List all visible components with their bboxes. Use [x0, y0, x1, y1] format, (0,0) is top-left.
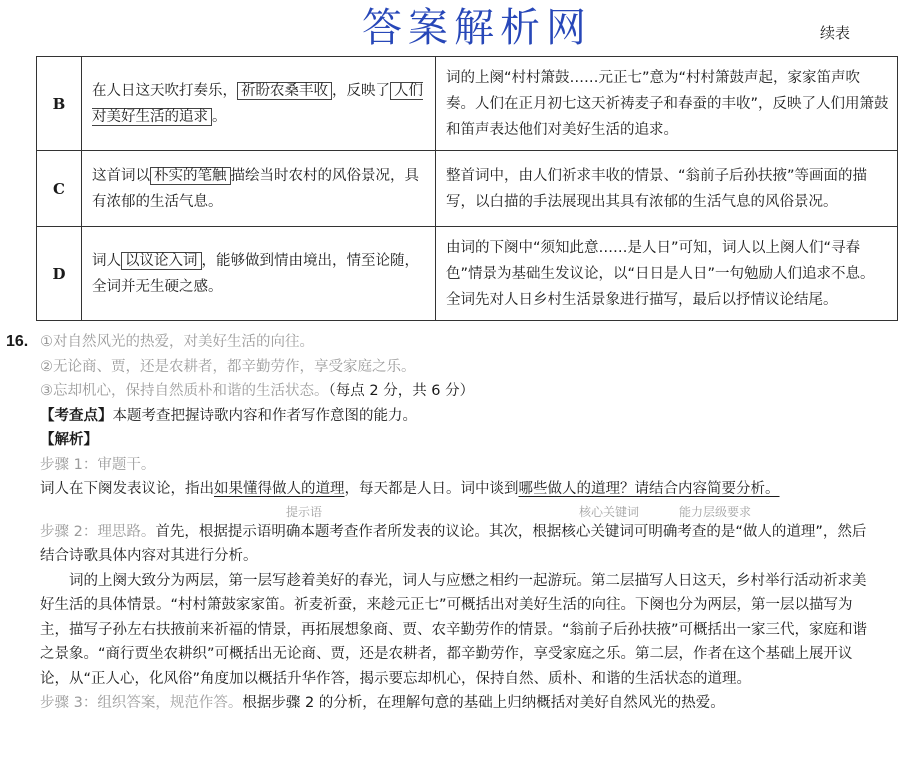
score-note: （每点 2 分，共 6 分）	[328, 383, 475, 399]
stem-text: 词人在下阕发表议论，指出	[40, 481, 214, 497]
options-table	[36, 56, 898, 321]
statement-text: ，反映了	[332, 82, 390, 99]
tag-keyword: 核心关键词	[579, 504, 640, 519]
key-phrase-box: 人们对美好生活的追求	[92, 82, 423, 125]
statement-text: 在人日这天吹打奏乐，	[92, 82, 237, 99]
option-statement	[82, 151, 436, 227]
kaochadian-label: 【考查点】	[40, 407, 113, 424]
analysis-paragraph: 词的上阕大致分为两层，第一层写趁着美好的春光，词人与应懋之相约一起游玩。第二层描写人日这天，乡村举行活动祈求美好生活的具体情景。“村村箫鼓家家笛。祈麦祈蚕，来趁元正七”可概括出对美好生活的向往。下阕也分为两层，第一层以描写为主，描写子孙左右扶掖前来祈福的情景，再拓展想象商、贾、农辛勤劳作的情景。“翁前子后孙扶掖”可概括出一家三代，家庭和谐之景象。“商行贾坐农耕织”可概括出无论商、贾，还是农耕者，都辛勤劳作，享受家庭之乐。第二层，作者在这个基础上展开议论，从“正人心，化风俗”角度加以概括升华作答，揭示要忘却机心，保持自然、质朴、和谐的生活状态的道理。	[40, 572, 868, 687]
table-row	[37, 151, 898, 227]
tag-level: 能力层级要求	[679, 504, 752, 519]
kaochadian-text: 本题考查把握诗歌内容和作者写作意图的能力。	[112, 407, 417, 424]
option-statement	[82, 57, 436, 151]
answer-point-text: ①对自然风光的热爱，对美好生活的向往。	[40, 334, 314, 350]
statement-text: 这首词以	[92, 167, 150, 184]
option-explanation: 词的上阕“村村箫鼓……元正七”意为“村村箫鼓声起，家家笛声吹奏。人们在正月初七这天祈祷麦子和春蚕的丰收”，反映了人们用箫鼓和笛声表达他们对美好生活的追求。	[436, 57, 898, 151]
step2-label: 步骤 2：理思路。	[40, 523, 156, 540]
statement-text: 词人	[92, 252, 121, 269]
stem-text: ，每天都是人日。词中谈到	[344, 481, 519, 497]
table-row	[37, 227, 898, 321]
watermark-title: 答案解析网	[362, 5, 592, 51]
option-explanation: 整首词中，由人们祈求丰收的情景、“翁前子后孙扶掖”等画面的描写，以白描的手法展现出其具有浓郁的生活气息的风俗景况。	[436, 151, 898, 227]
option-letter: C	[37, 151, 82, 227]
kaochadian-line	[0, 404, 900, 429]
step1-label: 步骤 1：审题干。	[40, 456, 156, 473]
tag-hint: 提示语	[286, 504, 323, 519]
jiexi-label: 【解析】	[40, 432, 98, 448]
answer-section	[0, 330, 900, 716]
statement-text: ，能够做到情由境出，情至论随，全词并无生硬之感。	[92, 252, 419, 295]
step3-text: 根据步骤 2 的分析，在理解句意的基础上归纳概括对美好自然风光的热爱。	[242, 695, 725, 711]
key-phrase-box: 祈盼农桑丰收	[237, 82, 332, 100]
option-statement	[82, 227, 436, 321]
continued-label: 续表	[820, 24, 851, 42]
answer-point	[0, 330, 900, 355]
keyword-phrase: 哪些做人的道理？	[518, 481, 635, 497]
answer-point	[0, 379, 900, 404]
requirement-phrase: 请结合内容简要分析。	[634, 481, 780, 497]
key-phrase-box: 以议论入词	[121, 252, 202, 270]
step3-label: 步骤 3：组织答案，规范作答。	[40, 695, 243, 711]
question-stem	[0, 477, 900, 502]
option-letter: D	[37, 227, 82, 321]
statement-text: 描绘当时农村的风俗景况，具有浓郁的生活气息。	[92, 167, 419, 210]
step2-text: 首先，根据提示语明确本题考查作者所发表的议论。其次，根据核心关键词可明确考查的是“做人的道理”，然后结合诗歌具体内容对其进行分析。	[40, 523, 867, 564]
answer-point: ②无论商、贾，还是农耕者，都辛勤劳作，享受家庭之乐。	[40, 358, 416, 375]
statement-text: 。	[212, 108, 227, 125]
stem-annotations	[0, 502, 900, 520]
answer-point-text: ③忘却机心，保持自然质朴和谐的生活状态。	[40, 383, 329, 399]
option-explanation: 由词的下阕中“须知此意……是人日”可知，词人以上阕人们“寻春色”情景为基础生发议论，以“日日是人日”一句勉励人们追求不息。全词先对人日乡村生活景象进行描写，最后以抒情议论结尾。	[436, 227, 898, 321]
step2-paragraph	[0, 520, 900, 569]
step3-paragraph	[0, 691, 900, 716]
question-number: 16.	[6, 333, 29, 350]
option-letter: B	[37, 57, 82, 151]
hint-phrase: 如果懂得做人的道理	[214, 481, 345, 497]
key-phrase-box: 朴实的笔触	[150, 167, 231, 185]
table-row	[37, 57, 898, 151]
